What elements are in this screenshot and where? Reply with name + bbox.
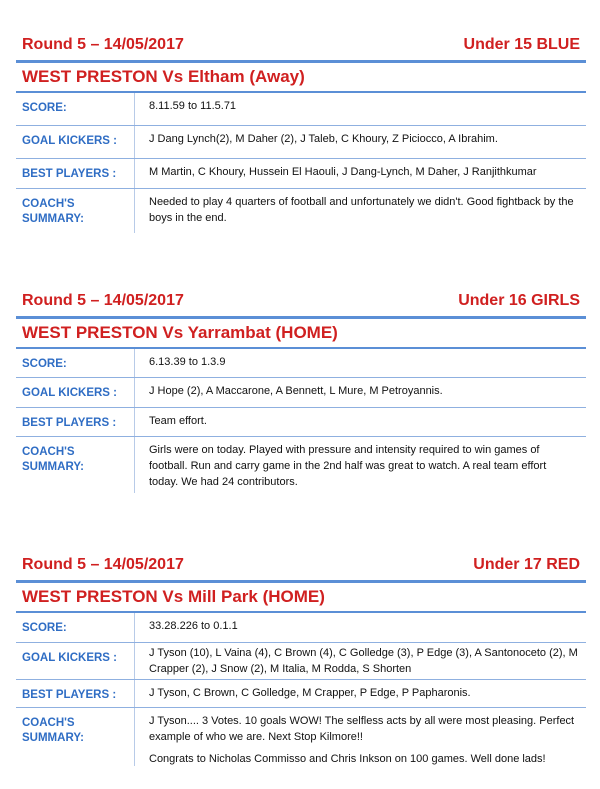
best-players-row <box>16 408 586 437</box>
goal-kickers-row <box>16 643 586 680</box>
coach-summary-label <box>16 189 134 233</box>
best-players-label: BEST PLAYERS : <box>22 168 117 180</box>
summary-paragraph: Girls were on today. Played with pressure and intensity required to win games of football. Run and carry game in the 2nd half was great to watch. A real team effort today. We had 24 contributors. <box>149 444 547 488</box>
coach-label-line2: SUMMARY: <box>22 732 84 744</box>
score-label: SCORE: <box>22 358 67 370</box>
coach-label-line2: SUMMARY: <box>22 213 84 225</box>
match-report-u16 <box>16 280 586 493</box>
best-players-label: BEST PLAYERS : <box>22 689 117 701</box>
round-date: Round 5 – 14/05/2017 <box>22 292 184 309</box>
coach-label-line2: SUMMARY: <box>22 461 84 473</box>
goal-kickers-value: J Dang Lynch(2), M Daher (2), J Taleb, C Khoury, Z Piciocco, A Ibrahim. <box>134 126 586 158</box>
match-report-u15 <box>16 24 586 233</box>
coach-summary-label <box>16 708 134 766</box>
coach-label-line1: COACH'S <box>22 717 75 729</box>
best-players-value: J Tyson, C Brown, C Golledge, M Crapper, P Edge, P Papharonis. <box>134 680 586 707</box>
round-header <box>16 24 586 54</box>
score-value: 33.28.226 to 0.1.1 <box>134 613 586 642</box>
score-value: 8.11.59 to 11.5.71 <box>134 93 586 125</box>
coach-label-line1: COACH'S <box>22 446 75 458</box>
score-value: 6.13.39 to 1.3.9 <box>134 349 586 377</box>
team-name: Under 17 RED <box>473 556 580 573</box>
best-players-row <box>16 680 586 708</box>
match-title: WEST PRESTON Vs Eltham (Away) <box>22 67 305 86</box>
goal-kickers-label: GOAL KICKERS : <box>22 652 117 664</box>
summary-value <box>134 708 586 766</box>
summary-row <box>16 437 586 493</box>
goal-kickers-row <box>16 126 586 159</box>
round-date: Round 5 – 14/05/2017 <box>22 556 184 573</box>
score-row <box>16 613 586 643</box>
summary-paragraph: J Tyson.... 3 Votes. 10 goals WOW! The selfless acts by all were most pleasing. Perfect example of who we are. Next Stop Kilmore!! <box>149 715 575 743</box>
match-report-u17 <box>16 544 586 766</box>
summary-paragraph: Needed to play 4 quarters of football and unfortunately we didn't. Good fightback by the boys in the end. <box>149 196 574 224</box>
summary-row <box>16 189 586 233</box>
team-name: Under 15 BLUE <box>463 36 580 53</box>
best-players-row <box>16 159 586 189</box>
best-players-value: Team effort. <box>134 408 586 436</box>
summary-value <box>134 189 586 233</box>
summary-paragraph: Congrats to Nicholas Commisso and Chris Inkson on 100 games. Well done lads! <box>149 753 546 765</box>
round-header <box>16 544 586 574</box>
match-title: WEST PRESTON Vs Mill Park (HOME) <box>22 587 325 606</box>
coach-summary-label <box>16 437 134 493</box>
best-players-value: M Martin, C Khoury, Hussein El Haouli, J Dang-Lynch, M Daher, J Ranjithkumar <box>134 159 586 188</box>
goal-kickers-label: GOAL KICKERS : <box>22 135 117 147</box>
score-label: SCORE: <box>22 102 67 114</box>
coach-label-line1: COACH'S <box>22 198 75 210</box>
best-players-label: BEST PLAYERS : <box>22 417 117 429</box>
summary-row <box>16 708 586 766</box>
team-name: Under 16 GIRLS <box>458 292 580 309</box>
match-title: WEST PRESTON Vs Yarrambat (HOME) <box>22 323 338 342</box>
score-row <box>16 349 586 378</box>
round-date: Round 5 – 14/05/2017 <box>22 36 184 53</box>
score-row <box>16 93 586 126</box>
goal-kickers-label: GOAL KICKERS : <box>22 387 117 399</box>
summary-value <box>134 437 586 493</box>
goal-kickers-value: J Tyson (10), L Vaina (4), C Brown (4), C Golledge (3), P Edge (3), A Santonoceto (2), M Crapper (2), J Snow (2), M Italia, M Rodda, S Shorten <box>134 643 586 679</box>
round-header <box>16 280 586 310</box>
score-label: SCORE: <box>22 622 67 634</box>
goal-kickers-value: J Hope (2), A Maccarone, A Bennett, L Mure, M Petroyannis. <box>134 378 586 407</box>
goal-kickers-row <box>16 378 586 408</box>
